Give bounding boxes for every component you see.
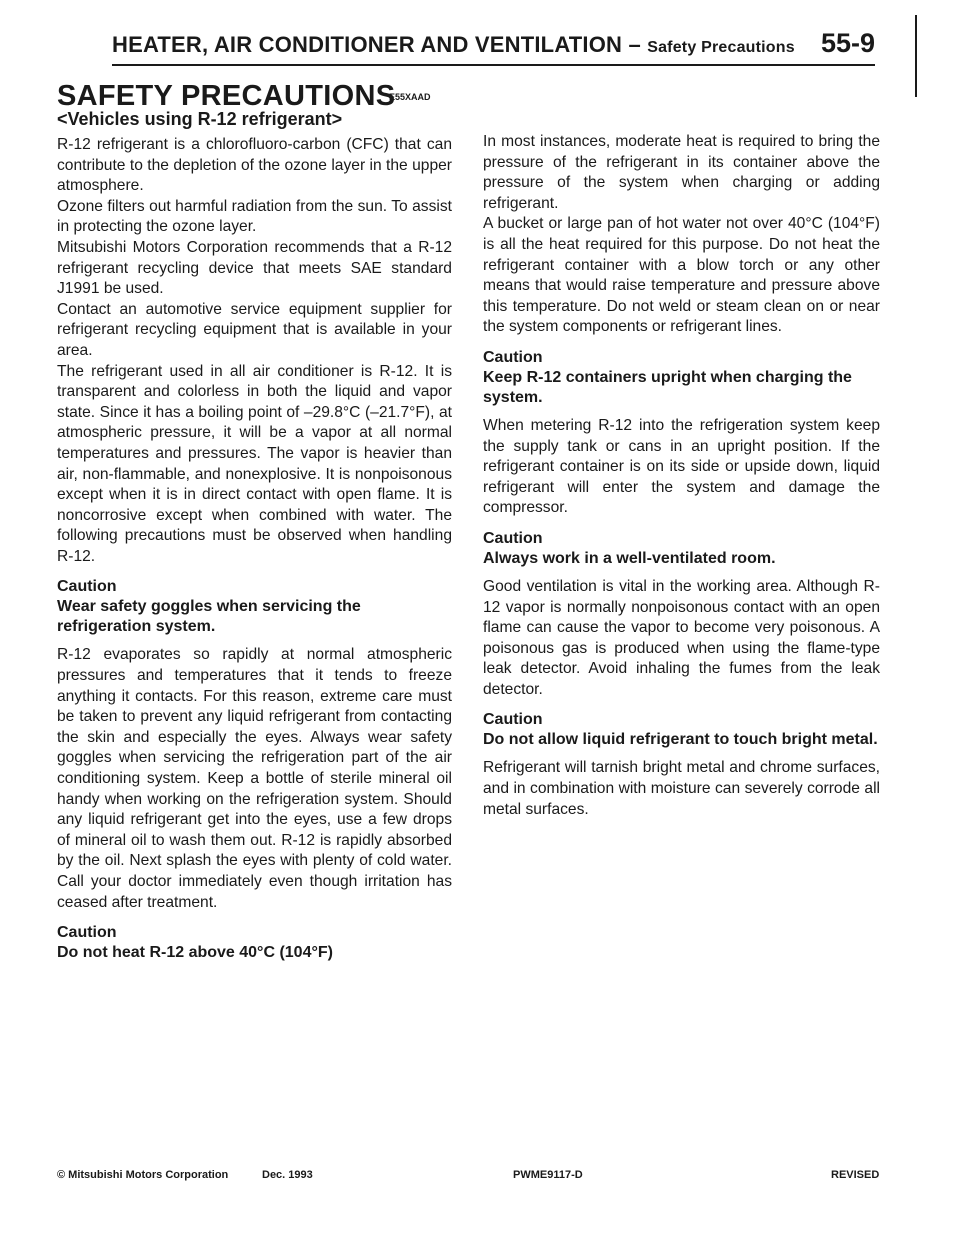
- chapter-title: HEATER, AIR CONDITIONER AND VENTILATION: [112, 32, 623, 57]
- caution-heading: Do not heat R-12 above 40°C (104°F): [57, 944, 333, 962]
- caution-label: Caution: [483, 529, 543, 547]
- caution-heading: Do not allow liquid refrigerant to touch bright metal.: [483, 731, 878, 749]
- header-subtitle: Safety Precautions: [647, 39, 795, 56]
- footer-date: Dec. 1993: [262, 1169, 313, 1181]
- paragraph: In most instances, moderate heat is required to bring the pressure of the refrigerant in its container above the pressure of the system when charging or adding refrigerant.: [483, 133, 880, 212]
- right-column: [483, 132, 880, 830]
- caution-heading: Keep R-12 containers upright when charging the system.: [483, 368, 852, 406]
- caution-label: Caution: [57, 924, 117, 942]
- section-subtitle: <Vehicles using R-12 refrigerant>: [57, 109, 343, 129]
- caution-label: Caution: [57, 578, 117, 596]
- footer-doc-number: PWME9117-D: [513, 1169, 583, 1181]
- caution-heading: Always work in a well-ventilated room.: [483, 549, 776, 567]
- caution-body: Good ventilation is vital in the working area. Although R-12 vapor is normally nonpoisonous contact with an open flame can cause the vapor to become very poisonous. A poisonous gas is produced when using the flame-type leak detector. Avoid inhaling the fumes from the leak detector.: [483, 577, 880, 698]
- section-code: E55XAAD: [389, 92, 431, 102]
- caution-body: Refrigerant will tarnish bright metal and chrome surfaces, and in combination with moisture can severely corrode all metal surfaces.: [483, 759, 880, 818]
- left-column: [57, 106, 452, 971]
- paragraph: A bucket or large pan of hot water not over 40°C (104°F) is all the heat required for this purpose. Do not heat the refrigerant container with a blow torch or any other means that would raise temperature and pressure above this temperature. Do not weld or steam clean on or near the system components or refrigerant lines.: [483, 215, 880, 336]
- paragraph: The refrigerant used in all air conditioner is R-12. It is transparent and colorless in both the liquid and vapor state. Since it has a boiling point of –29.8°C (–21.7°F), at atmospheric pressure, it will be a vapor at all normal temperatures and pressures. The vapor is heavier than air, non-flammable, and nonexplosive. It is nonpoisonous except when it is in direct contact with open flame. It is noncorrosive except when combined with water. The following precautions must be observed when handling R-12.: [57, 362, 452, 565]
- header-title: [112, 32, 795, 58]
- paragraph: Mitsubishi Motors Corporation recommends that a R-12 refrigerant recycling device that meets SAE standard J1991 be used.: [57, 238, 452, 298]
- header-separator: –: [622, 32, 648, 57]
- caution-heading: Wear safety goggles when servicing the refrigeration system.: [57, 598, 361, 636]
- paragraph: Contact an automotive service equipment supplier for refrigerant recycling equipment that is available in your area.: [57, 300, 452, 359]
- caution-label: Caution: [483, 348, 543, 366]
- caution-body: R-12 evaporates so rapidly at normal atmospheric pressures and temperatures that it tends to freeze anything it contacts. For this reason, extreme care must be taken to prevent any liquid refrigerant from contacting the skin and especially the eyes. Always wear safety goggles when servicing the refrigeration part of the air conditioning system. Keep a bottle of sterile mineral oil handy when working on the refrigeration system. Should any liquid refrigerant get into the eyes, use a few drops of mineral oil to wash them out. R-12 is rapidly absorbed by the oil. Next splash the eyes with plenty of cold water. Call your doctor immediately even though irritation has ceased after treatment.: [57, 646, 452, 911]
- page-header: [112, 24, 875, 66]
- caution-body: When metering R-12 into the refrigeration system keep the supply tank or cans in an upright position. If the refrigerant container is on its side or upside down, liquid refrigerant will enter the system and damage the compressor.: [483, 416, 880, 517]
- paragraph: R-12 refrigerant is a chlorofluoro-carbon (CFC) that can contribute to the depletion of the ozone layer in the upper atmosphere.: [57, 136, 452, 195]
- page-number: 55-9: [820, 28, 875, 58]
- section-title: SAFETY PRECAUTIONS: [57, 80, 396, 112]
- footer-status: REVISED: [831, 1169, 880, 1181]
- margin-rule: [915, 15, 917, 97]
- caution-label: Caution: [483, 711, 543, 729]
- paragraph: Ozone filters out harmful radiation from the sun. To assist in protecting the ozone layer.: [57, 197, 452, 236]
- footer-copyright: © Mitsubishi Motors Corporation: [57, 1169, 229, 1181]
